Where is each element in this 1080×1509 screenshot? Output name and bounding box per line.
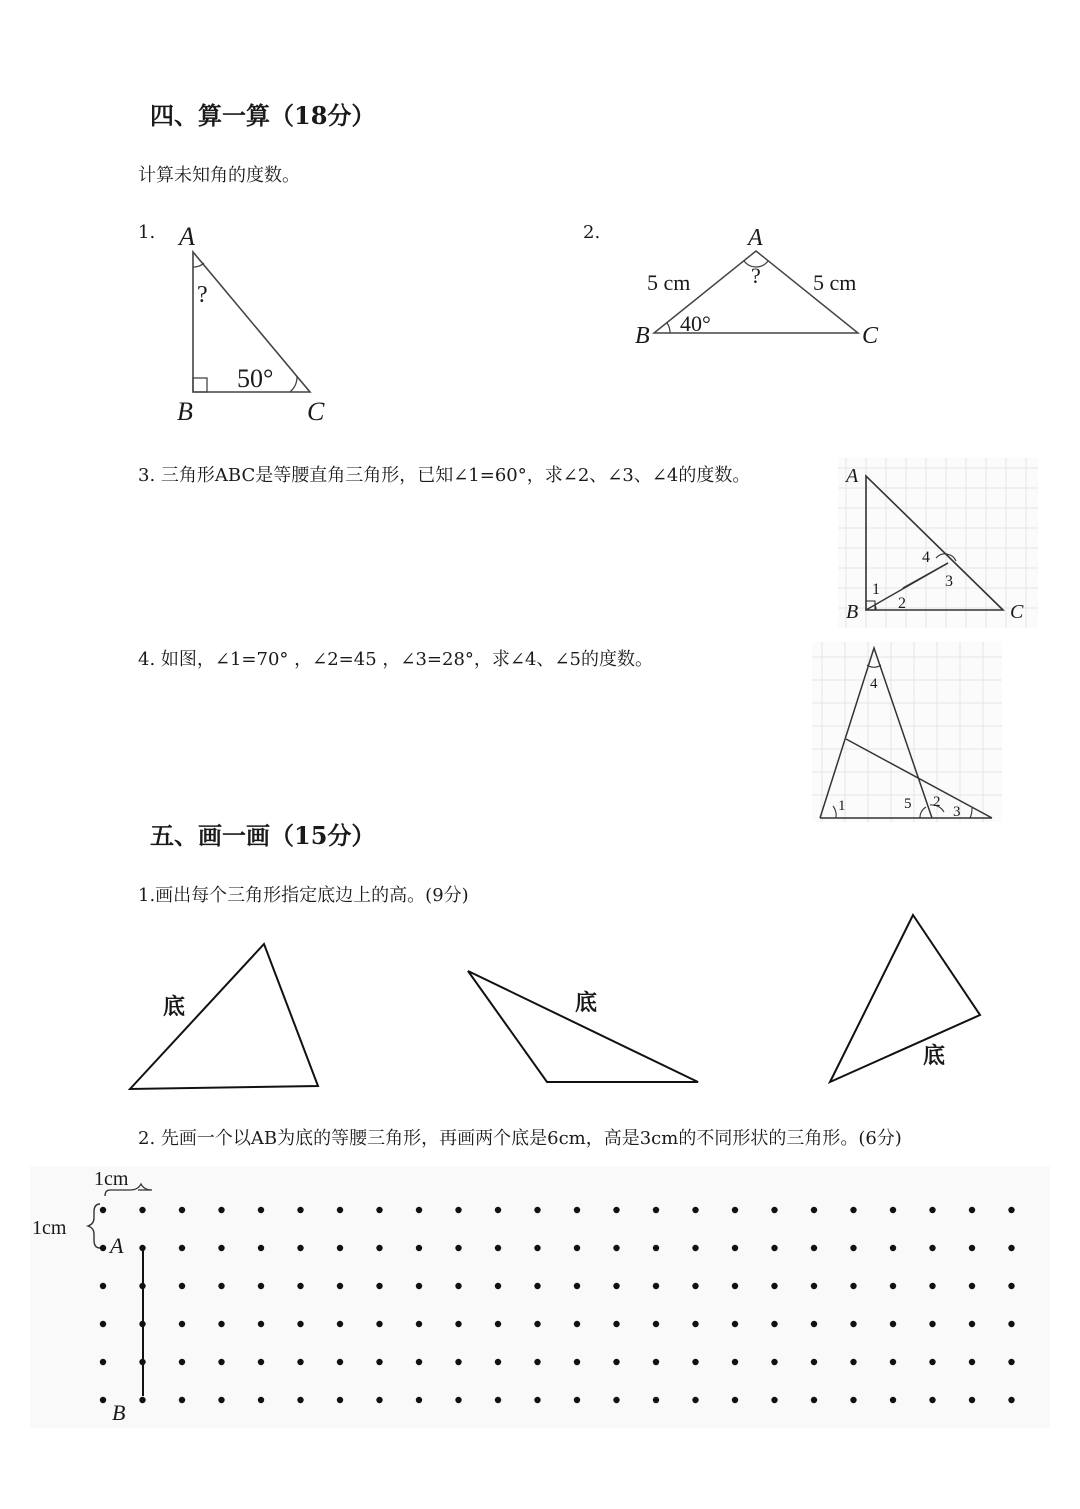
q3-text: 3. 三角形ABC是等腰直角三角形，已知∠1=60°，求∠2、∠3、∠4的度数。	[138, 465, 751, 486]
grid-dot	[653, 1283, 659, 1289]
grid-dot	[969, 1245, 975, 1251]
point-label-b: B	[112, 1400, 126, 1425]
grid-dot	[732, 1207, 738, 1213]
grid-dot	[100, 1283, 106, 1289]
q2-angle-value: 40°	[680, 311, 711, 336]
grid-dot	[376, 1245, 382, 1251]
q1-label-a: A	[179, 222, 195, 251]
grid-dot	[732, 1321, 738, 1327]
grid-dot	[416, 1283, 422, 1289]
grid-dot	[811, 1321, 817, 1327]
grid-dot	[337, 1283, 343, 1289]
grid-dot	[929, 1207, 935, 1213]
grid-dot	[455, 1245, 461, 1251]
grid-dot	[811, 1207, 817, 1213]
grid-dot	[732, 1359, 738, 1365]
grid-dot	[692, 1283, 698, 1289]
triangle-1	[130, 944, 318, 1089]
q1-label-c: C	[307, 397, 325, 426]
grid-dot	[218, 1321, 224, 1327]
grid-dot	[258, 1283, 264, 1289]
grid-dot	[179, 1321, 185, 1327]
grid-dot	[455, 1397, 461, 1403]
grid-dot	[495, 1283, 501, 1289]
grid-dot	[929, 1283, 935, 1289]
q3-label-a: A	[846, 465, 859, 487]
grid-dot	[258, 1359, 264, 1365]
grid-dot	[613, 1321, 619, 1327]
grid-dot	[692, 1245, 698, 1251]
grid-dot	[771, 1245, 777, 1251]
q1-unknown-angle: ?	[197, 282, 208, 308]
grid-dot	[811, 1359, 817, 1365]
grid-dot	[297, 1321, 303, 1327]
grid-dot	[179, 1207, 185, 1213]
grid-dot	[376, 1397, 382, 1403]
grid-dot	[929, 1359, 935, 1365]
grid-dot	[850, 1207, 856, 1213]
q4-angle-1: 1	[838, 798, 846, 814]
grid-dot	[258, 1245, 264, 1251]
grid-dot	[574, 1359, 580, 1365]
triangle-3-base-label: 底	[923, 1043, 946, 1068]
grid-dot	[574, 1207, 580, 1213]
grid-dot	[337, 1397, 343, 1403]
grid-dot	[416, 1359, 422, 1365]
triangle-3	[830, 915, 980, 1082]
grid-dot	[534, 1397, 540, 1403]
q1-right-triangle-figure	[165, 212, 345, 442]
grid-dot	[732, 1283, 738, 1289]
q1-angle-value: 50°	[237, 364, 274, 393]
grid-dot	[258, 1397, 264, 1403]
grid-dot	[258, 1207, 264, 1213]
grid-dot	[376, 1321, 382, 1327]
grid-dot	[416, 1321, 422, 1327]
q4-angle-4: 4	[870, 676, 878, 692]
q2-isosceles-triangle-figure	[610, 215, 910, 355]
grid-dot	[771, 1321, 777, 1327]
grid-dot	[811, 1245, 817, 1251]
grid-dot	[850, 1397, 856, 1403]
s5-q2-dot-grid-figure	[30, 1160, 1050, 1430]
grid-dot	[534, 1359, 540, 1365]
grid-dot	[969, 1397, 975, 1403]
grid-dot	[218, 1207, 224, 1213]
grid-dot	[534, 1321, 540, 1327]
grid-dot	[100, 1321, 106, 1327]
grid-dot	[771, 1283, 777, 1289]
q2-label-b: B	[635, 323, 650, 349]
grid-dot	[337, 1207, 343, 1213]
grid-dot	[771, 1359, 777, 1365]
grid-dot	[732, 1397, 738, 1403]
q4-grid-lines	[812, 642, 1002, 822]
grid-dot	[1008, 1245, 1014, 1251]
grid-dot	[929, 1245, 935, 1251]
grid-dot	[100, 1207, 106, 1213]
section-4-title: 四、算一算（18分）	[150, 101, 376, 130]
grid-dot	[890, 1321, 896, 1327]
grid-dot	[969, 1283, 975, 1289]
grid-dot	[495, 1245, 501, 1251]
grid-dot	[534, 1283, 540, 1289]
q3-grid-lines	[838, 458, 1038, 628]
grid-dot	[890, 1283, 896, 1289]
grid-dot	[692, 1207, 698, 1213]
grid-dot	[100, 1397, 106, 1403]
grid-dot	[495, 1321, 501, 1327]
grid-dot	[969, 1207, 975, 1213]
unit-label-horizontal: 1cm	[94, 1168, 129, 1190]
grid-dot	[218, 1245, 224, 1251]
q4-angle-2: 2	[933, 794, 941, 810]
grid-dot	[811, 1283, 817, 1289]
triangle-1-base-label: 底	[163, 994, 186, 1019]
q2-side-right: 5 cm	[813, 270, 857, 295]
grid-dot	[850, 1245, 856, 1251]
grid-dot	[613, 1283, 619, 1289]
grid-dot	[613, 1245, 619, 1251]
grid-dot	[416, 1207, 422, 1213]
grid-dot	[613, 1397, 619, 1403]
q3-angle-3: 3	[945, 573, 953, 590]
grid-dot	[969, 1321, 975, 1327]
grid-dot	[297, 1245, 303, 1251]
grid-dot	[337, 1245, 343, 1251]
grid-dot	[1008, 1359, 1014, 1365]
grid-dot	[929, 1321, 935, 1327]
grid-dot	[969, 1359, 975, 1365]
q1-number: 1.	[138, 222, 156, 243]
grid-dot	[376, 1359, 382, 1365]
grid-dot	[653, 1207, 659, 1213]
grid-dot	[574, 1321, 580, 1327]
grid-dot	[455, 1321, 461, 1327]
grid-dot	[850, 1321, 856, 1327]
grid-dot	[1008, 1283, 1014, 1289]
grid-dot	[613, 1359, 619, 1365]
q2-side-left: 5 cm	[647, 270, 691, 295]
grid-dot	[376, 1283, 382, 1289]
grid-dot	[534, 1245, 540, 1251]
q3-angle-2: 2	[898, 595, 906, 612]
grid-dot	[179, 1359, 185, 1365]
grid-dot	[495, 1359, 501, 1365]
grid-dot	[416, 1397, 422, 1403]
grid-dot	[218, 1359, 224, 1365]
grid-dot	[771, 1207, 777, 1213]
grid-dot	[771, 1397, 777, 1403]
grid-dot	[653, 1397, 659, 1403]
grid-dot	[337, 1321, 343, 1327]
grid-dot	[139, 1397, 145, 1403]
grid-dot	[455, 1359, 461, 1365]
point-label-a: A	[110, 1233, 124, 1258]
grid-dot	[495, 1207, 501, 1213]
grid-dot	[811, 1397, 817, 1403]
grid-dot	[179, 1283, 185, 1289]
triangle-2	[468, 971, 698, 1082]
q4-text: 4. 如图，∠1=70° ，∠2=45 ，∠3=28°，求∠4、∠5的度数。	[138, 649, 653, 670]
grid-dot	[376, 1207, 382, 1213]
grid-dot	[534, 1207, 540, 1213]
grid-dot	[653, 1321, 659, 1327]
grid-dot	[1008, 1397, 1014, 1403]
grid-dot	[139, 1207, 145, 1213]
grid-dot	[416, 1245, 422, 1251]
grid-dot	[613, 1207, 619, 1213]
q3-figure-grid	[838, 458, 1038, 628]
grid-dot	[850, 1283, 856, 1289]
grid-dot	[337, 1359, 343, 1365]
s5-q2-text: 2. 先画一个以AB为底的等腰三角形，再画两个底是6cm，高是3cm的不同形状的三角形。(6分)	[138, 1128, 902, 1149]
grid-dot	[653, 1245, 659, 1251]
unit-label-vertical: 1cm	[32, 1217, 67, 1239]
section-5-title: 五、画一画（15分）	[150, 821, 376, 850]
grid-dot	[692, 1359, 698, 1365]
grid-dot	[890, 1397, 896, 1403]
grid-dot	[297, 1397, 303, 1403]
q3-angle-4: 4	[922, 549, 930, 566]
q2-number: 2.	[583, 222, 601, 243]
grid-dot	[850, 1359, 856, 1365]
grid-dot	[574, 1397, 580, 1403]
q2-label-a: A	[748, 225, 763, 251]
grid-dot	[297, 1283, 303, 1289]
grid-dot	[929, 1397, 935, 1403]
grid-dot	[100, 1245, 106, 1251]
grid-dot	[732, 1245, 738, 1251]
s5-q1-text: 1.画出每个三角形指定底边上的高。(9分)	[138, 885, 469, 906]
grid-dot	[455, 1207, 461, 1213]
s5-q1-triangles-figure	[120, 905, 1010, 1095]
grid-dot	[179, 1397, 185, 1403]
grid-dot	[297, 1207, 303, 1213]
q3-label-c: C	[1010, 601, 1024, 623]
grid-dot	[890, 1207, 896, 1213]
grid-dot	[574, 1245, 580, 1251]
q2-label-c: C	[862, 323, 879, 349]
grid-dot	[1008, 1207, 1014, 1213]
grid-dot	[692, 1397, 698, 1403]
triangle-2-base-label: 底	[575, 990, 598, 1015]
q3-angle-1: 1	[872, 581, 880, 598]
q3-label-b: B	[846, 601, 859, 623]
q4-angle-3: 3	[953, 804, 961, 820]
grid-dot	[692, 1321, 698, 1327]
grid-dot	[179, 1245, 185, 1251]
grid-dot	[1008, 1321, 1014, 1327]
q2-unknown-angle: ?	[751, 263, 761, 288]
grid-dot	[495, 1397, 501, 1403]
grid-dot	[297, 1359, 303, 1365]
grid-dot	[100, 1359, 106, 1365]
grid-dot	[218, 1397, 224, 1403]
q1-label-b: B	[177, 397, 193, 426]
grid-dot	[890, 1359, 896, 1365]
grid-dot	[653, 1359, 659, 1365]
grid-dot	[218, 1283, 224, 1289]
grid-dot	[455, 1283, 461, 1289]
grid-dot	[890, 1245, 896, 1251]
grid-dot	[258, 1321, 264, 1327]
q4-figure-grid	[812, 642, 1002, 822]
q4-angle-5: 5	[904, 796, 912, 812]
section-4-instruction: 计算未知角的度数。	[138, 165, 300, 186]
grid-dot	[574, 1283, 580, 1289]
